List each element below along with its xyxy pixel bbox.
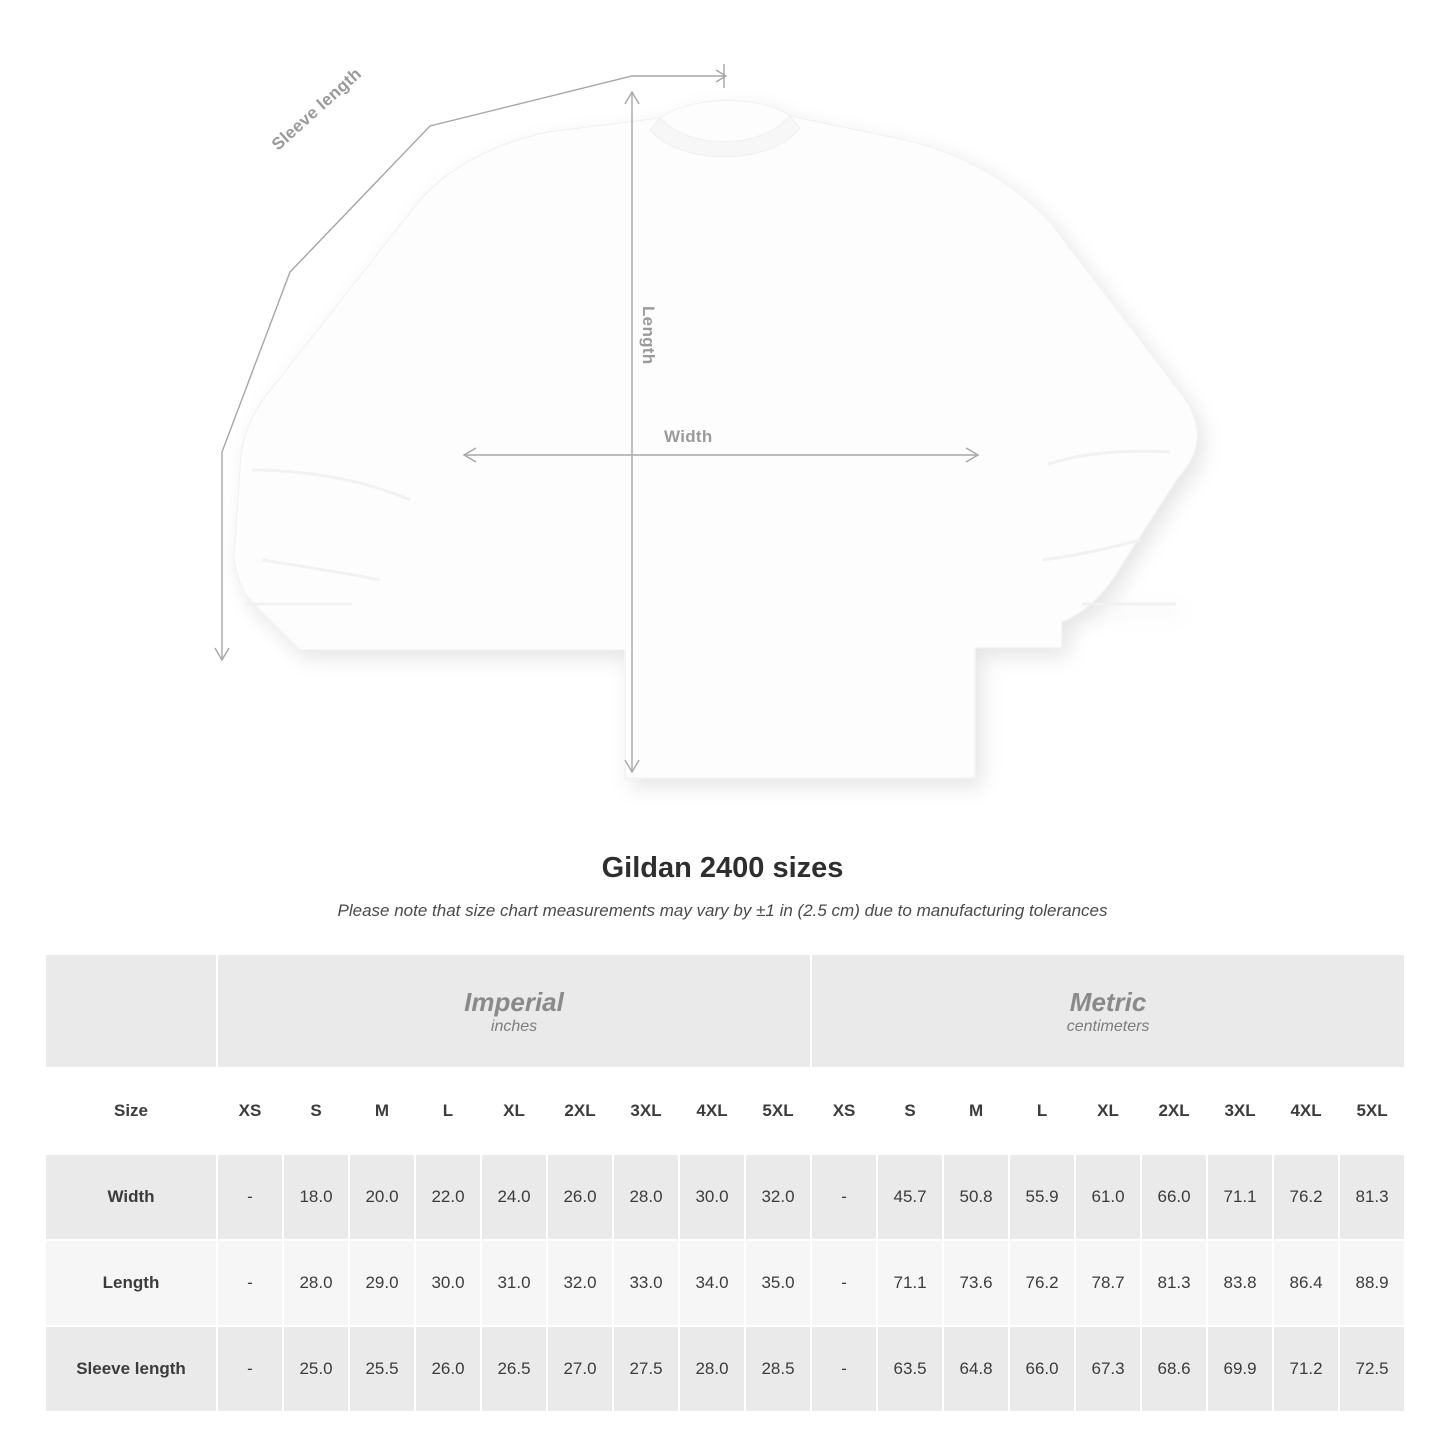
metric-unit: centimeters [1066, 1018, 1150, 1036]
cell-length-imp-5xl: 35.0 [745, 1240, 811, 1326]
cell-length-met-4xl: 86.4 [1273, 1240, 1339, 1326]
size-header-label: Size [45, 1068, 217, 1154]
cell-width-imp-l: 22.0 [415, 1154, 481, 1240]
row-label-width: Width [45, 1154, 217, 1240]
cell-length-imp-m: 29.0 [349, 1240, 415, 1326]
system-header-blank [45, 954, 217, 1068]
size-col-met-2xl: 2XL [1141, 1068, 1207, 1154]
cell-sleeve-imp-5xl: 28.5 [745, 1326, 811, 1412]
size-col-met-m: M [943, 1068, 1009, 1154]
width-label: Width [664, 427, 713, 446]
cell-width-met-xs: - [811, 1154, 877, 1240]
cell-sleeve-imp-m: 25.5 [349, 1326, 415, 1412]
cell-length-imp-4xl: 34.0 [679, 1240, 745, 1326]
cell-width-imp-xl: 24.0 [481, 1154, 547, 1240]
cell-sleeve-imp-s: 25.0 [283, 1326, 349, 1412]
cell-width-met-m: 50.8 [943, 1154, 1009, 1240]
size-table-wrap [44, 953, 1401, 1413]
cell-length-met-xl: 78.7 [1075, 1240, 1141, 1326]
cell-width-imp-5xl: 32.0 [745, 1154, 811, 1240]
size-table [44, 953, 1406, 1413]
size-col-imp-2xl: 2XL [547, 1068, 613, 1154]
size-header-row [45, 1068, 1405, 1154]
cell-sleeve-imp-xl: 26.5 [481, 1326, 547, 1412]
size-col-met-s: S [877, 1068, 943, 1154]
size-col-imp-m: M [349, 1068, 415, 1154]
row-label-sleeve-length: Sleeve length [45, 1326, 217, 1412]
cell-width-met-4xl: 76.2 [1273, 1154, 1339, 1240]
cell-width-met-xl: 61.0 [1075, 1154, 1141, 1240]
length-label: Length [639, 306, 658, 365]
size-col-met-5xl: 5XL [1339, 1068, 1405, 1154]
system-header-metric [811, 954, 1405, 1068]
size-col-met-l: L [1009, 1068, 1075, 1154]
cell-sleeve-met-5xl: 72.5 [1339, 1326, 1405, 1412]
cell-length-imp-xs: - [217, 1240, 283, 1326]
cell-width-imp-4xl: 30.0 [679, 1154, 745, 1240]
cell-length-met-l: 76.2 [1009, 1240, 1075, 1326]
cell-width-met-2xl: 66.0 [1141, 1154, 1207, 1240]
size-col-imp-5xl: 5XL [745, 1068, 811, 1154]
cell-width-imp-m: 20.0 [349, 1154, 415, 1240]
cell-sleeve-met-m: 64.8 [943, 1326, 1009, 1412]
cell-sleeve-met-xs: - [811, 1326, 877, 1412]
cell-length-met-s: 71.1 [877, 1240, 943, 1326]
cell-sleeve-met-4xl: 71.2 [1273, 1326, 1339, 1412]
cell-width-met-3xl: 71.1 [1207, 1154, 1273, 1240]
size-col-imp-4xl: 4XL [679, 1068, 745, 1154]
cell-width-imp-3xl: 28.0 [613, 1154, 679, 1240]
cell-sleeve-imp-xs: - [217, 1326, 283, 1412]
sleeve-length-label: Sleeve length [268, 64, 366, 155]
imperial-name: Imperial [464, 986, 564, 1017]
cell-length-met-3xl: 83.8 [1207, 1240, 1273, 1326]
cell-width-imp-xs: - [217, 1154, 283, 1240]
shirt-shape [234, 100, 1197, 778]
cell-sleeve-imp-2xl: 27.0 [547, 1326, 613, 1412]
cell-width-met-s: 45.7 [877, 1154, 943, 1240]
cell-length-met-xs: - [811, 1240, 877, 1326]
cell-length-met-2xl: 81.3 [1141, 1240, 1207, 1326]
cell-width-met-5xl: 81.3 [1339, 1154, 1405, 1240]
cell-sleeve-met-s: 63.5 [877, 1326, 943, 1412]
imperial-unit: inches [490, 1018, 538, 1036]
cell-sleeve-met-3xl: 69.9 [1207, 1326, 1273, 1412]
row-label-length: Length [45, 1240, 217, 1326]
cell-width-imp-2xl: 26.0 [547, 1154, 613, 1240]
tolerance-note: Please note that size chart measurements may vary by ±1 in (2.5 cm) due to manufacturing tolerances [337, 901, 1108, 920]
size-col-imp-l: L [415, 1068, 481, 1154]
cell-sleeve-imp-l: 26.0 [415, 1326, 481, 1412]
cell-length-met-5xl: 88.9 [1339, 1240, 1405, 1326]
cell-sleeve-imp-4xl: 28.0 [679, 1326, 745, 1412]
cell-length-imp-l: 30.0 [415, 1240, 481, 1326]
system-header-imperial [217, 954, 811, 1068]
size-col-met-xl: XL [1075, 1068, 1141, 1154]
page-title: Gildan 2400 sizes [601, 852, 844, 884]
table-row [45, 1326, 1405, 1412]
size-col-imp-s: S [283, 1068, 349, 1154]
size-col-met-4xl: 4XL [1273, 1068, 1339, 1154]
table-row [45, 1154, 1405, 1240]
system-header-row [45, 954, 1405, 1068]
table-row [45, 1240, 1405, 1326]
cell-length-met-m: 73.6 [943, 1240, 1009, 1326]
cell-sleeve-met-xl: 67.3 [1075, 1326, 1141, 1412]
size-col-imp-xl: XL [481, 1068, 547, 1154]
cell-length-imp-3xl: 33.0 [613, 1240, 679, 1326]
cell-sleeve-imp-3xl: 27.5 [613, 1326, 679, 1412]
cell-sleeve-met-l: 66.0 [1009, 1326, 1075, 1412]
cell-length-imp-s: 28.0 [283, 1240, 349, 1326]
size-col-imp-xs: XS [217, 1068, 283, 1154]
size-col-met-3xl: 3XL [1207, 1068, 1273, 1154]
cell-width-met-l: 55.9 [1009, 1154, 1075, 1240]
cell-length-imp-xl: 31.0 [481, 1240, 547, 1326]
metric-name: Metric [1069, 986, 1147, 1017]
title-block [0, 852, 1445, 921]
size-col-imp-3xl: 3XL [613, 1068, 679, 1154]
cell-width-imp-s: 18.0 [283, 1154, 349, 1240]
cell-length-imp-2xl: 32.0 [547, 1240, 613, 1326]
size-col-met-xs: XS [811, 1068, 877, 1154]
cell-sleeve-met-2xl: 68.6 [1141, 1326, 1207, 1412]
